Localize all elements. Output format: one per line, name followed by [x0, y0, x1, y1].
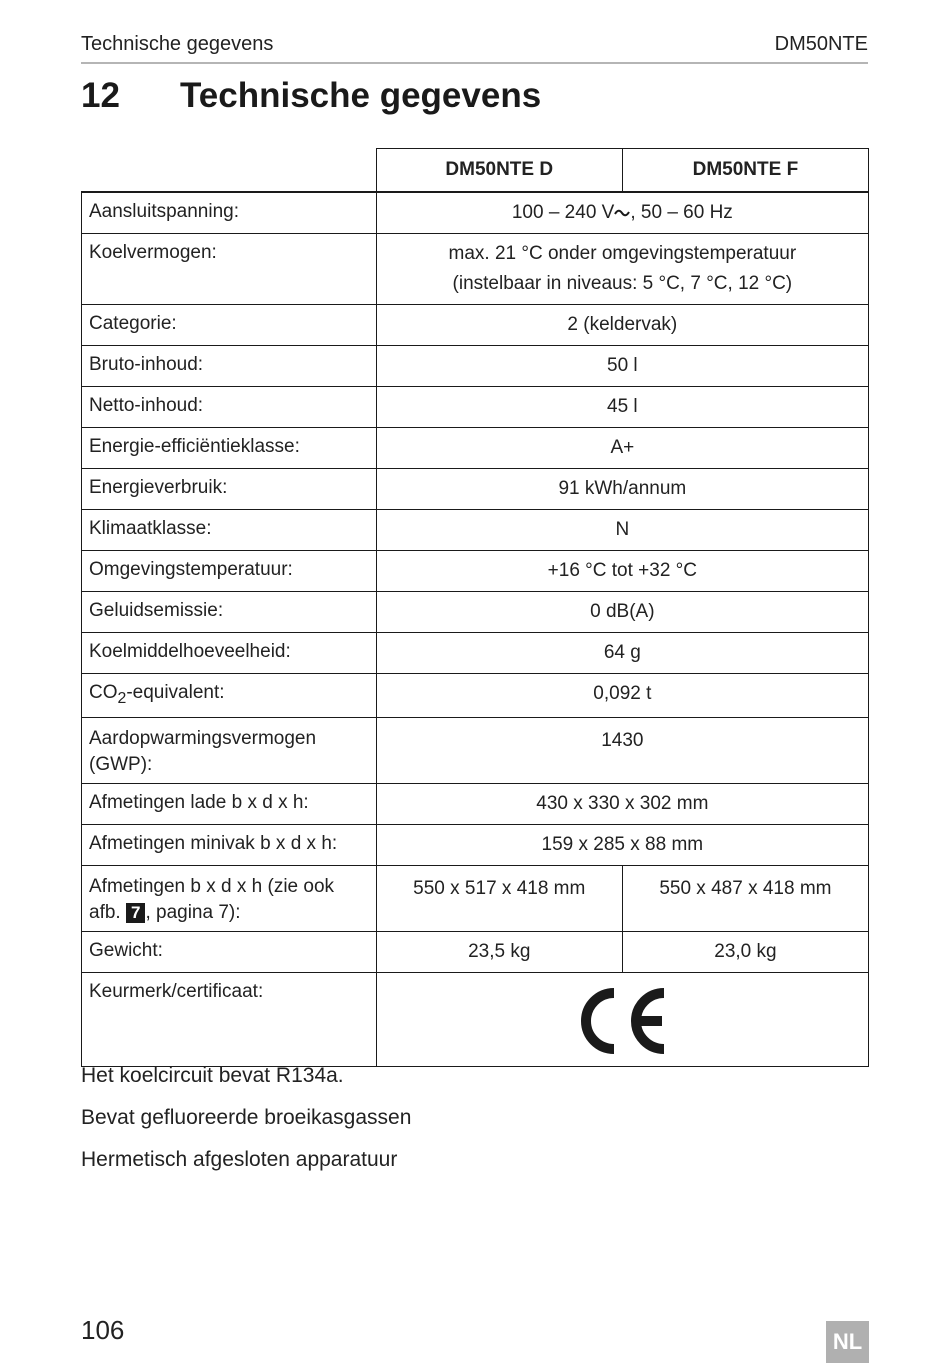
row-value: N [376, 510, 868, 551]
dimensions-label-suffix: , pagina 7): [145, 902, 241, 923]
table-row [82, 346, 869, 387]
table-row [82, 510, 869, 551]
header-blank-cell [82, 149, 377, 193]
table-row [82, 551, 869, 592]
row-label: Geluidsemissie: [82, 592, 377, 633]
note-hermetic: Hermetisch afgesloten apparatuur [81, 1148, 398, 1171]
row-label: Aardopwarmingsvermogen (GWP): [82, 718, 377, 784]
row-label: Koelmiddelhoeveelheid: [82, 633, 377, 674]
header-model: DM50NTE [774, 33, 868, 55]
table-row [82, 387, 869, 428]
page-header [81, 30, 868, 64]
row-value: 1430 [376, 718, 868, 784]
figure-reference-badge: 7 [126, 903, 145, 923]
language-badge: NL [826, 1321, 869, 1363]
row-label: Gewicht: [82, 932, 377, 973]
row-value: 64 g [376, 633, 868, 674]
row-label: Categorie: [82, 305, 377, 346]
row-value: 0 dB(A) [376, 592, 868, 633]
row-value: 0,092 t [376, 674, 868, 718]
row-label [82, 674, 377, 718]
column-header-d: DM50NTE D [376, 149, 622, 193]
row-value: A+ [376, 428, 868, 469]
table-row [82, 784, 869, 825]
row-value-d: 550 x 517 x 418 mm [376, 866, 622, 932]
cooling-value-line2: (instelbaar in niveaus: 5 °C, 7 °C, 12 °C) [452, 273, 793, 294]
row-label [82, 866, 377, 932]
header-section-title: Technische gegevens [81, 33, 274, 55]
note-fluorinated-gases: Bevat gefluoreerde broeikasgassen [81, 1106, 412, 1129]
row-label: Energie-efficiëntieklasse: [82, 428, 377, 469]
row-value-f: 550 x 487 x 418 mm [622, 866, 868, 932]
row-value-f: 23,0 kg [622, 932, 868, 973]
table-row [82, 973, 869, 1067]
table-row [82, 234, 869, 305]
table-row [82, 469, 869, 510]
row-label: Aansluitspanning: [82, 192, 377, 234]
table-row [82, 866, 869, 932]
table-row [82, 718, 869, 784]
dimensions-label-line1: Afmetingen b x d x h (zie ook [89, 876, 335, 897]
frequency-range: , 50 – 60 Hz [630, 202, 733, 223]
chapter-title: Technische gegevens [180, 76, 542, 115]
row-label: Afmetingen minivak b x d x h: [82, 825, 377, 866]
cooling-value-line1: max. 21 °C onder omgevingstemperatuur [448, 243, 797, 264]
voltage-range: 100 – 240 V [511, 202, 615, 223]
row-value-d: 23,5 kg [376, 932, 622, 973]
note-refrigerant: Het koelcircuit bevat R134a. [81, 1064, 344, 1087]
table-row [82, 674, 869, 718]
row-label: Klimaatklasse: [82, 510, 377, 551]
spec-table [81, 148, 869, 1067]
row-label: Netto-inhoud: [82, 387, 377, 428]
row-label: Keurmerk/certificaat: [82, 973, 377, 1067]
row-value [376, 234, 868, 305]
chapter-number: 12 [81, 76, 120, 115]
ac-wave-icon [614, 207, 630, 219]
row-value: 159 x 285 x 88 mm [376, 825, 868, 866]
co2-label-main: CO [89, 682, 118, 703]
row-label: Bruto-inhoud: [82, 346, 377, 387]
row-value [376, 973, 868, 1067]
row-value: 430 x 330 x 302 mm [376, 784, 868, 825]
dimensions-label-prefix: afb. [89, 902, 126, 923]
row-label: Koelvermogen: [82, 234, 377, 305]
co2-label-suffix: -equivalent: [126, 682, 225, 703]
row-value: +16 °C tot +32 °C [376, 551, 868, 592]
table-row [82, 633, 869, 674]
co2-label-subscript: 2 [117, 689, 127, 707]
table-row [82, 305, 869, 346]
table-row [82, 932, 869, 973]
table-row [82, 592, 869, 633]
row-label: Omgevingstemperatuur: [82, 551, 377, 592]
notes [81, 1064, 411, 1190]
chapter-heading [81, 76, 541, 116]
table-header-row [82, 149, 869, 193]
row-label: Energieverbruik: [82, 469, 377, 510]
row-value: 91 kWh/annum [376, 469, 868, 510]
row-value: 45 l [376, 387, 868, 428]
row-label: Afmetingen lade b x d x h: [82, 784, 377, 825]
row-value: 50 l [376, 346, 868, 387]
column-header-f: DM50NTE F [622, 149, 868, 193]
table-row [82, 192, 869, 234]
table-row [82, 428, 869, 469]
ce-mark-icon [574, 987, 670, 1055]
row-value [376, 192, 868, 234]
row-value: 2 (keldervak) [376, 305, 868, 346]
dimensions-label-line2 [89, 900, 369, 926]
table-row [82, 825, 869, 866]
page-number: 106 [81, 1315, 125, 1345]
